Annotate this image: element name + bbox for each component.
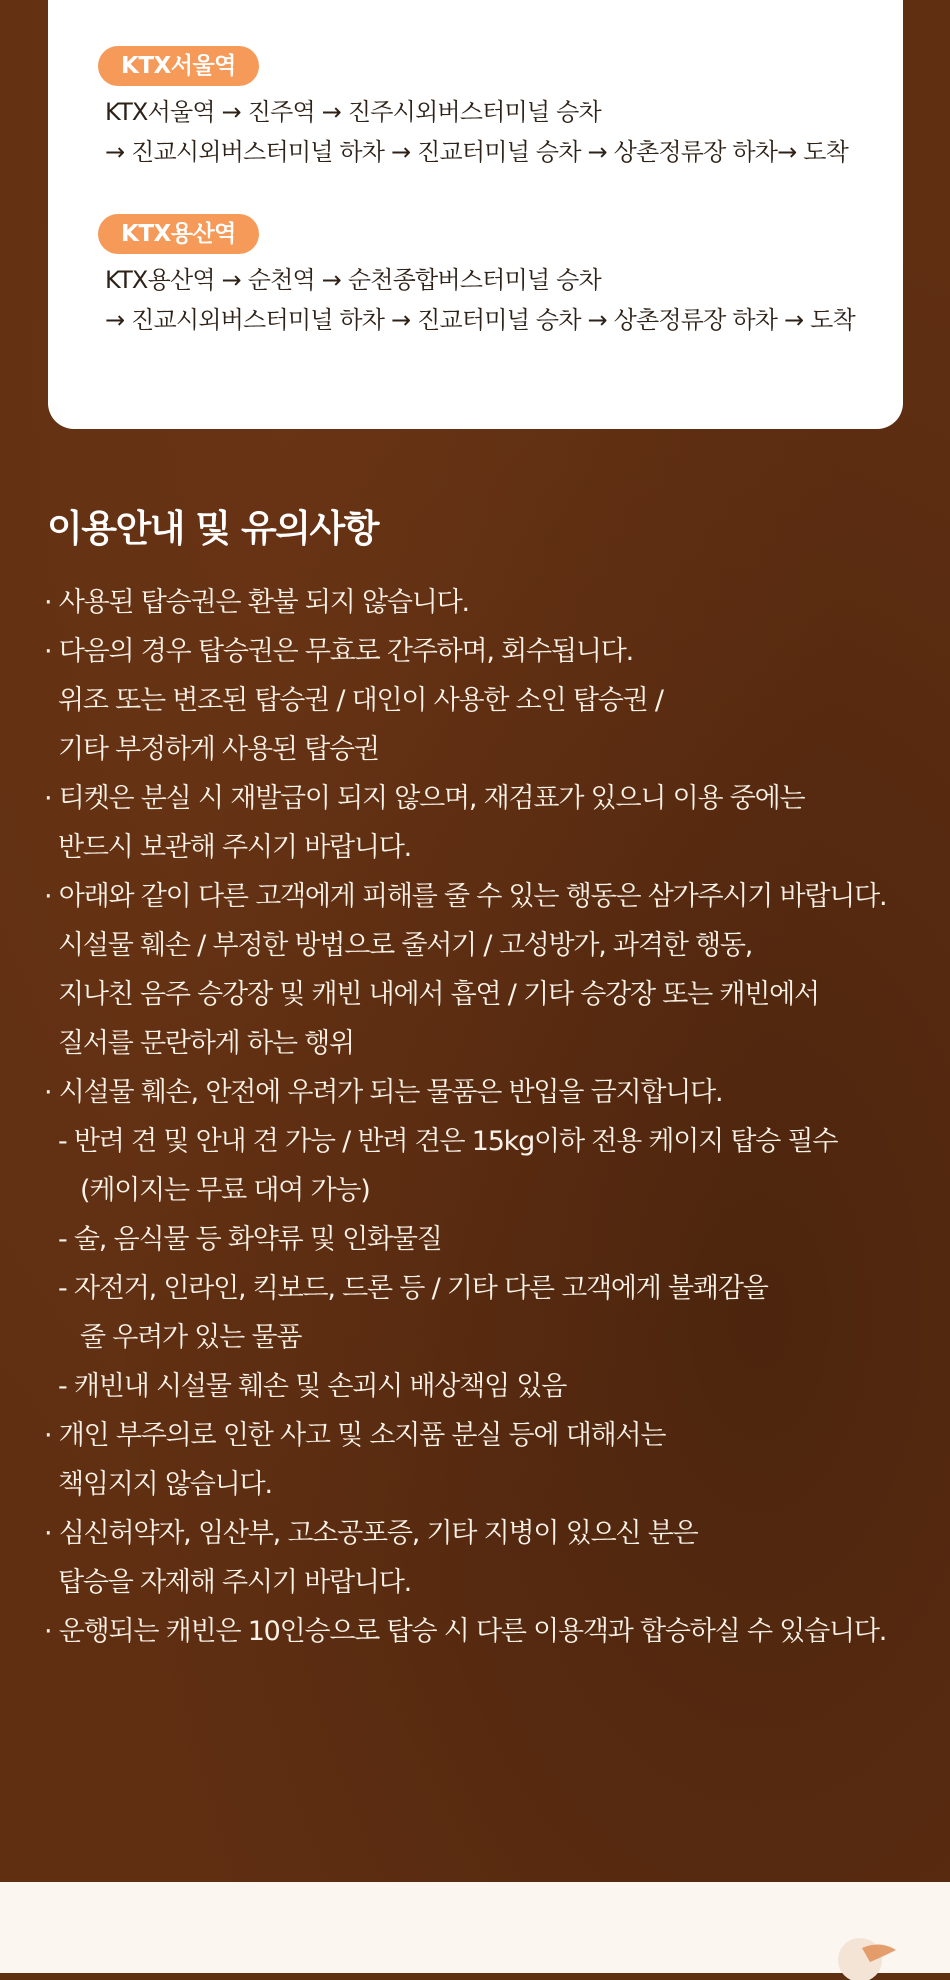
route-ktx-seoul (98, 46, 848, 172)
notice-item-detail: 지나친 음주 승강장 및 캐빈 내에서 흡연 / 기타 승강장 또는 캐빈에서 (58, 979, 819, 1010)
route-line: KTX서울역 → 진주역 → 진주시외버스터미널 승차 (105, 98, 601, 126)
route-line: → 진교시외버스터미널 하차 → 진교터미널 승차 → 상촌정류장 하차 → 도착 (105, 306, 855, 334)
decorative-illustration-icon (800, 1920, 920, 1980)
notice-item: · 시설물 훼손, 안전에 우려가 되는 물품은 반입을 금지합니다. (44, 1077, 723, 1108)
notice-item-detail: 책임지지 않습니다. (58, 1469, 272, 1500)
route-line: → 진교시외버스터미널 하차 → 진교터미널 승차 → 상촌정류장 하차→ 도착 (105, 138, 849, 166)
notice-item-detail: 탑승을 자제해 주시기 바랍니다. (58, 1567, 411, 1598)
notice-item: · 개인 부주의로 인한 사고 및 소지품 분실 등에 대해서는 (44, 1420, 666, 1451)
notice-subitem: - 술, 음식물 등 화약류 및 인화물질 (58, 1224, 442, 1255)
notice-subitem-detail: (케이지는 무료 대여 가능) (80, 1175, 370, 1206)
notice-item: · 티켓은 분실 시 재발급이 되지 않으며, 재검표가 있으니 이용 중에는 (44, 783, 805, 814)
route-ktx-yongsan (98, 214, 855, 340)
notice-subitem-detail: 줄 우려가 있는 물품 (80, 1322, 302, 1353)
notice-item-detail: 기타 부정하게 사용된 탑승권 (58, 734, 379, 765)
station-badge: KTX서울역 (98, 46, 259, 86)
notice-subitem: - 반려 견 및 안내 견 가능 / 반려 견은 15kg이하 전용 케이지 탑승 필수 (58, 1126, 838, 1157)
notice-item: · 심신허약자, 임산부, 고소공포증, 기타 지병이 있으신 분은 (44, 1518, 698, 1549)
notice-item-detail: 시설물 훼손 / 부정한 방법으로 줄서기 / 고성방가, 과격한 행동, (58, 930, 753, 961)
notice-item-detail: 위조 또는 변조된 탑승권 / 대인이 사용한 소인 탑승권 / (58, 685, 663, 716)
notice-item-detail: 반드시 보관해 주시기 바랍니다. (58, 832, 411, 863)
notice-item: · 다음의 경우 탑승권은 무효로 간주하며, 회수됩니다. (44, 636, 633, 667)
notice-item: · 아래와 같이 다른 고객에게 피해를 줄 수 있는 행동은 삼가주시기 바랍니다. (44, 881, 887, 912)
footer-section (0, 1882, 950, 1973)
notice-subitem: - 캐빈내 시설물 훼손 및 손괴시 배상책임 있음 (58, 1371, 567, 1402)
notice-list (44, 578, 934, 1656)
route-card (48, 0, 903, 429)
notice-subitem: - 자전거, 인라인, 킥보드, 드론 등 / 기타 다른 고객에게 불쾌감을 (58, 1273, 768, 1304)
notice-item: · 사용된 탑승권은 환불 되지 않습니다. (44, 587, 469, 618)
station-badge: KTX용산역 (98, 214, 259, 254)
route-line: KTX용산역 → 순천역 → 순천종합버스터미널 승차 (105, 266, 601, 294)
notice-item-detail: 질서를 문란하게 하는 행위 (58, 1028, 354, 1059)
notice-title: 이용안내 및 유의사항 (47, 507, 378, 550)
notice-item: · 운행되는 캐빈은 10인승으로 탑승 시 다른 이용객과 합승하실 수 있습니다. (44, 1616, 887, 1647)
